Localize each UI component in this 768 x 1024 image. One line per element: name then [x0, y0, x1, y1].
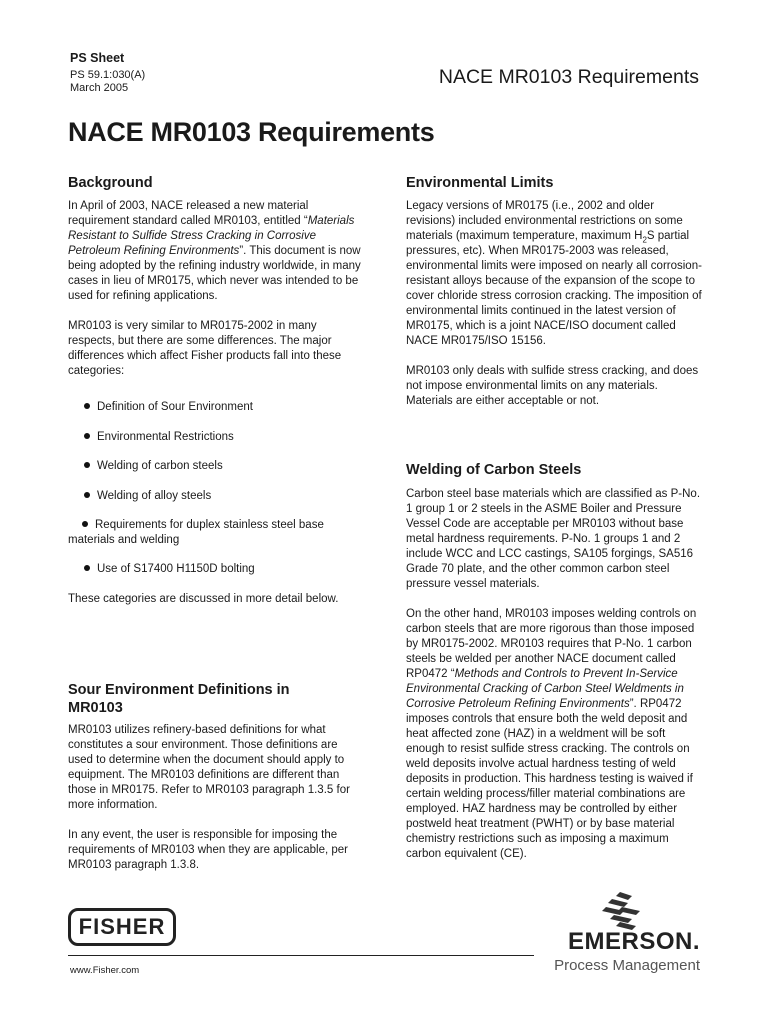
- emerson-logo-text: EMERSON.: [567, 928, 700, 955]
- welding-carbon-steels-heading: Welding of Carbon Steels: [406, 462, 582, 478]
- bullet-dot-icon: [84, 433, 90, 439]
- bullet-item: Welding of alloy steels: [84, 489, 364, 504]
- bullet-item: Use of S17400 H1150D bolting: [84, 562, 364, 577]
- footer-url: www.Fisher.com: [70, 965, 140, 976]
- page-title: NACE MR0103 Requirements: [68, 117, 435, 147]
- background-section: [68, 199, 364, 379]
- sour-environment-heading: Sour Environment Definitions in MR0103: [68, 682, 290, 716]
- welding-section: [406, 487, 702, 862]
- sour-paragraph-2: In any event, the user is responsible for imposing the requirements of MR0103 when they are applicable, per MR0103 paragraph 1.3.8.: [68, 829, 348, 871]
- bullet-dot-icon: [84, 565, 90, 571]
- fisher-logo: FISHER: [68, 908, 176, 946]
- bullet-dot-icon: [84, 462, 90, 468]
- bullet-dot-icon: [84, 492, 90, 498]
- sour-environment-section: [68, 723, 364, 873]
- bullet-item: Requirements for duplex stainless steel base materials and welding: [68, 519, 324, 546]
- background-heading: Background: [68, 175, 153, 191]
- footer-divider: [68, 955, 534, 956]
- emerson-logo-icon: [598, 890, 648, 932]
- background-paragraph-3: These categories are discussed in more detail below.: [68, 593, 339, 605]
- emerson-division: Process Management: [554, 957, 700, 974]
- sheet-label: PS Sheet: [70, 51, 125, 65]
- running-title: NACE MR0103 Requirements: [438, 66, 699, 88]
- doc-date: March 2005: [70, 82, 129, 94]
- background-paragraph-1: In April of 2003, NACE released a new material requirement standard called MR0103, entitled “Materials Resistant to Sulfide Stress Cracking in Corrosive Petroleum Refining Environments”. This document is now being adopted by the refining industry worldwide, in many cases in lieu of MR0175, which never was intended to be used for refining applications.: [68, 200, 361, 302]
- environmental-limits-section: [406, 199, 702, 409]
- environmental-limits-heading: Environmental Limits: [406, 175, 554, 191]
- bullet-dot-icon: [84, 403, 90, 409]
- env-paragraph-2: MR0103 only deals with sulfide stress cracking, and does not impose environmental limits on any materials. Materials are either acceptable or not.: [406, 365, 699, 407]
- env-paragraph-1: Legacy versions of MR0175 (i.e., 2002 and older revisions) included environmental restrictions on some materials (maximum temperature, maximum $H_2S$ partial pressures, etc). When MR0175-2003 was released, environmental limits were imposed on nearly all corrosion-resistant alloys because of the expansion of the scope to cover chloride stress corrosion cracking. The imposition of environmental limits continued in the latest version of MR0175, which is a joint NACE/ISO document called NACE MR0175/ISO 15156.: [406, 200, 702, 347]
- weld-paragraph-2: On the other hand, MR0103 imposes welding controls on carbon steels that are more rigorous than those imposed by MR0175-2002. MR0103 requires that P-No. 1 carbon steels be welded per another NACE document called RP0472 “Methods and Controls to Prevent In-Service Environmental Cracking of Carbon Steel Weldments in Corrosive Petroleum Refining Environments”. RP0472 imposes controls that ensure both the weld deposit and heat affected zone (HAZ) in a weldment will be soft enough to resist sulfide stress cracking. The controls on weld deposits involve actual hardness testing of weld deposits in production. This hardness testing is waived if certain welding process/filler material combinations are employed. HAZ hardness may be controlled by either postweld heat treatment (PWHT) or by base material chemistry restrictions such as imposing a maximum carbon equivalent (CE).: [406, 608, 697, 860]
- bullet-item: Definition of Sour Environment: [84, 400, 364, 415]
- sour-paragraph-1: MR0103 utilizes refinery-based definitions for what constitutes a sour environment. Those definitions are used to determine when the document should apply to equipment. The MR0103 definitions are different than those in MR0175. Refer to MR0103 paragraph 1.3.5 for more information.: [68, 724, 350, 811]
- bullet-item: Environmental Restrictions: [84, 430, 364, 445]
- bullet-dot-icon: [82, 521, 88, 527]
- doc-number: PS 59.1:030(A): [70, 69, 146, 81]
- bullet-item: Welding of carbon steels: [84, 459, 364, 474]
- background-paragraph-2: MR0103 is very similar to MR0175-2002 in many respects, but there are some differences. The major differences which affect Fisher products fall into these categories:: [68, 320, 342, 377]
- weld-paragraph-1: Carbon steel base materials which are classified as P-No. 1 group 1 or 2 steels in the ASME Boiler and Pressure Vessel Code are acceptable per MR0103 without base metal hardness requirements. P-No. 1 groups 1 and 2 include WCC and LCC castings, SA105 forgings, SA516 Grade 70 plate, and the other common carbon steel pressure vessel materials.: [406, 488, 701, 590]
